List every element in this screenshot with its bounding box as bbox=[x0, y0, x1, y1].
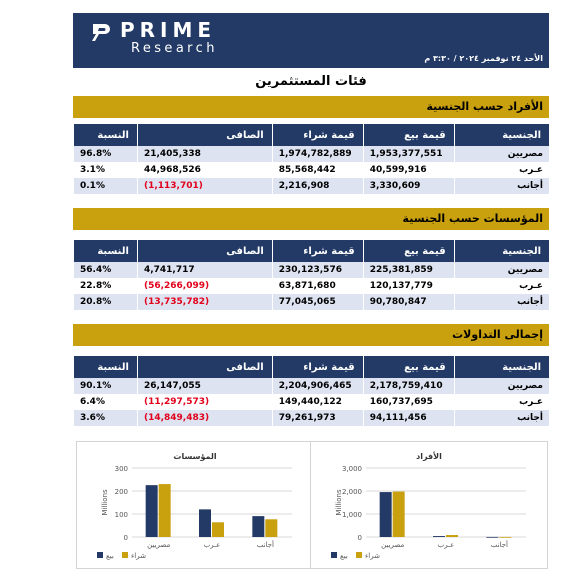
row-net: 4,741,717 bbox=[137, 262, 272, 278]
bar-sell bbox=[252, 516, 264, 537]
bar-buy bbox=[393, 492, 405, 537]
col-pct: النسبة bbox=[74, 124, 138, 146]
row-net: (14,849,483) bbox=[137, 410, 272, 426]
total-table bbox=[73, 356, 549, 426]
row-buy: 1,974,782,889 bbox=[272, 146, 363, 162]
x-tick-label: مصريين bbox=[147, 541, 171, 549]
individuals-table bbox=[73, 124, 549, 194]
institutions-chart bbox=[76, 441, 314, 569]
col-buy: قيمة شراء bbox=[272, 124, 363, 146]
row-sell: 2,178,759,410 bbox=[363, 378, 454, 394]
table-header-row bbox=[74, 240, 550, 262]
row-pct: 20.8% bbox=[74, 294, 138, 310]
row-buy: 2,204,906,465 bbox=[272, 378, 363, 394]
row-sell: 1,953,377,551 bbox=[363, 146, 454, 162]
row-pct: 0.1% bbox=[74, 178, 138, 194]
table-header-row bbox=[74, 124, 550, 146]
row-buy: 2,216,908 bbox=[272, 178, 363, 194]
legend-swatch bbox=[97, 552, 103, 558]
row-net: (11,297,573) bbox=[137, 394, 272, 410]
row-buy: 79,261,973 bbox=[272, 410, 363, 426]
row-pct: 96.8% bbox=[74, 146, 138, 162]
bar-buy bbox=[499, 537, 511, 538]
y-axis-label: Millions bbox=[101, 489, 109, 516]
col-buy: قيمة شراء bbox=[272, 356, 363, 378]
col-pct: النسبة bbox=[74, 356, 138, 378]
y-tick-label: 0 bbox=[357, 534, 362, 542]
x-tick-label: عـرب bbox=[203, 541, 221, 549]
bar-sell bbox=[380, 492, 392, 537]
brand-name: PRIME bbox=[120, 18, 217, 42]
row-buy: 63,871,680 bbox=[272, 278, 363, 294]
legend-label: شراء bbox=[365, 552, 380, 560]
row-sell: 40,599,916 bbox=[363, 162, 454, 178]
row-net: 44,968,526 bbox=[137, 162, 272, 178]
row-net: 21,405,338 bbox=[137, 146, 272, 162]
row-net: 26,147,055 bbox=[137, 378, 272, 394]
row-name: عـرب bbox=[454, 394, 549, 410]
row-pct: 56.4% bbox=[74, 262, 138, 278]
row-buy: 77,045,065 bbox=[272, 294, 363, 310]
row-sell: 3,330,609 bbox=[363, 178, 454, 194]
row-pct: 3.6% bbox=[74, 410, 138, 426]
bar-buy bbox=[212, 522, 224, 537]
page-title: فئات المستثمرين bbox=[255, 74, 367, 89]
y-tick-label: 200 bbox=[114, 488, 128, 496]
section-title-individuals: الأفراد حسب الجنسية bbox=[73, 96, 549, 118]
row-name: مصريين bbox=[454, 378, 549, 394]
bar-buy bbox=[446, 535, 458, 537]
legend-swatch bbox=[122, 552, 128, 558]
row-pct: 6.4% bbox=[74, 394, 138, 410]
row-sell: 94,111,456 bbox=[363, 410, 454, 426]
row-sell: 120,137,779 bbox=[363, 278, 454, 294]
bar-buy bbox=[159, 484, 171, 537]
table-row bbox=[74, 162, 550, 178]
table-row bbox=[74, 146, 550, 162]
table-row bbox=[74, 262, 550, 278]
col-pct: النسبة bbox=[74, 240, 138, 262]
col-sell: قيمة بيع bbox=[363, 240, 454, 262]
bar-sell bbox=[146, 485, 158, 537]
legend-label: بيع bbox=[106, 552, 114, 560]
row-name: مصريين bbox=[454, 262, 549, 278]
prime-logo-icon bbox=[90, 21, 112, 43]
x-tick-label: أجانب bbox=[490, 541, 508, 549]
row-name: عـرب bbox=[454, 162, 549, 178]
y-tick-label: 0 bbox=[123, 534, 128, 542]
row-name: أجانب bbox=[454, 294, 549, 310]
col-sell: قيمة بيع bbox=[363, 356, 454, 378]
individuals-chart-svg bbox=[311, 442, 549, 570]
individuals-chart bbox=[310, 441, 548, 569]
y-tick-label: 1,000 bbox=[341, 511, 362, 519]
row-buy: 230,123,576 bbox=[272, 262, 363, 278]
chart-title: الأفراد bbox=[416, 452, 442, 461]
row-net: (13,735,782) bbox=[137, 294, 272, 310]
row-buy: 85,568,442 bbox=[272, 162, 363, 178]
col-sell: قيمة بيع bbox=[363, 124, 454, 146]
table-row bbox=[74, 278, 550, 294]
y-tick-label: 300 bbox=[114, 465, 128, 473]
col-buy: قيمة شراء bbox=[272, 240, 363, 262]
row-net: (1,113,701) bbox=[137, 178, 272, 194]
col-net: الصافى bbox=[137, 356, 272, 378]
bar-sell bbox=[199, 509, 211, 537]
row-net: (56,266,099) bbox=[137, 278, 272, 294]
y-axis-label: Millions bbox=[335, 489, 343, 516]
table-row bbox=[74, 394, 550, 410]
bar-sell bbox=[486, 537, 498, 538]
row-name: أجانب bbox=[454, 410, 549, 426]
institutions-table bbox=[73, 240, 549, 310]
y-tick-label: 3,000 bbox=[341, 465, 362, 473]
col-net: الصافى bbox=[137, 124, 272, 146]
report-date: الأحد ٢٤ نوفمبر ٢٠٢٤ / ٣:٣٠ م bbox=[424, 54, 543, 63]
row-pct: 22.8% bbox=[74, 278, 138, 294]
table-row bbox=[74, 410, 550, 426]
col-nationality: الجنسية bbox=[454, 124, 549, 146]
row-sell: 160,737,695 bbox=[363, 394, 454, 410]
row-pct: 3.1% bbox=[74, 162, 138, 178]
row-name: عـرب bbox=[454, 278, 549, 294]
section-title-total: إجمالى التداولات bbox=[73, 324, 549, 346]
row-pct: 90.1% bbox=[74, 378, 138, 394]
row-name: أجانب bbox=[454, 178, 549, 194]
legend-label: بيع bbox=[340, 552, 348, 560]
y-tick-label: 2,000 bbox=[341, 488, 362, 496]
table-row bbox=[74, 294, 550, 310]
bar-sell bbox=[433, 536, 445, 537]
section-title-institutions: المؤسسات حسب الجنسية bbox=[73, 208, 549, 230]
chart-title: المؤسسات bbox=[173, 452, 217, 461]
row-buy: 149,440,122 bbox=[272, 394, 363, 410]
y-tick-label: 100 bbox=[114, 511, 128, 519]
col-net: الصافى bbox=[137, 240, 272, 262]
table-header-row bbox=[74, 356, 550, 378]
brand-subtitle: Research bbox=[131, 41, 218, 56]
institutions-chart-svg bbox=[77, 442, 315, 570]
report-header bbox=[73, 13, 549, 68]
legend-label: شراء bbox=[131, 552, 146, 560]
table-row bbox=[74, 178, 550, 194]
x-tick-label: مصريين bbox=[381, 541, 405, 549]
x-tick-label: أجانب bbox=[256, 541, 274, 549]
legend-swatch bbox=[356, 552, 362, 558]
col-nationality: الجنسية bbox=[454, 356, 549, 378]
col-nationality: الجنسية bbox=[454, 240, 549, 262]
x-tick-label: عـرب bbox=[437, 541, 455, 549]
table-row bbox=[74, 378, 550, 394]
row-sell: 225,381,859 bbox=[363, 262, 454, 278]
legend-swatch bbox=[331, 552, 337, 558]
row-name: مصريين bbox=[454, 146, 549, 162]
bar-buy bbox=[265, 519, 277, 537]
row-sell: 90,780,847 bbox=[363, 294, 454, 310]
